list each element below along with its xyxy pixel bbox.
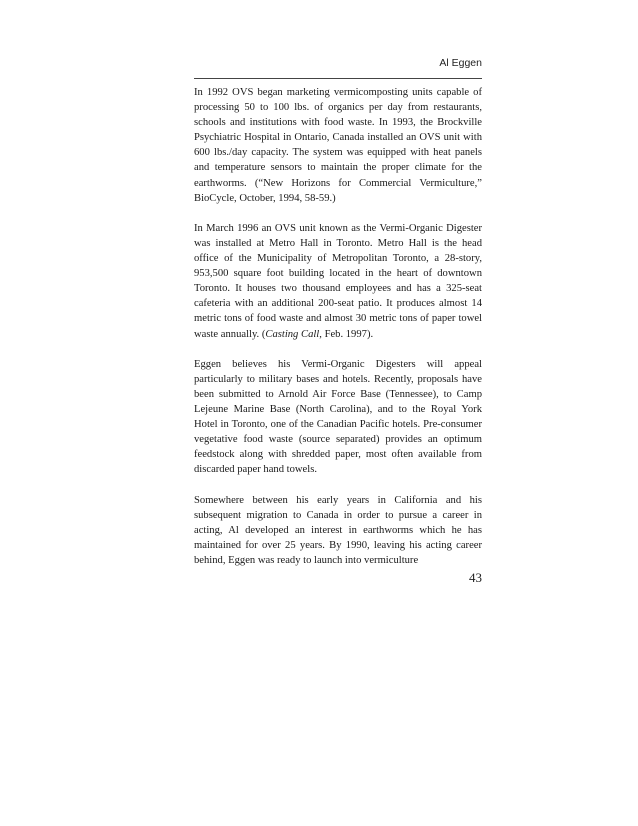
paragraph-metro-hall-text: In March 1996 an OVS unit known as the Vermi-Organic Digester was installed at Metro Hall in Toronto. Metro Hall is the head office of the Municipality of Metropolitan Toronto, a 28-story, 953,500 square foot building located in the heart of downtown Toronto. It houses two thousand employees and has a 325-seat cafeteria with an additional 200-seat patio. It produces almost 14 metric tons of food waste and almost 30 metric tons of paper towel waste annually. (: [194, 222, 482, 340]
page-number: 43: [469, 570, 482, 585]
document-page: [194, 0, 482, 826]
citation-casting-call: Casting Call: [265, 328, 320, 340]
paragraph-military-hotels: Eggen believes his Vermi-Organic Digesters will appeal particularly to military bases and hotels. Recently, proposals have been submitted to Arnold Air Force Base (Tennessee), to Camp Lejeune Marine Base (North Carolina), and to the Royal York Hotel in Toronto, one of the Canadian Pacific hotels. Pre-consumer vegetative food waste (source separated) provides an optimum feedstock along with shredded paper, most often available from discarded paper hand towels.: [194, 358, 482, 476]
paragraph-metro-hall: [194, 221, 482, 342]
paragraph-early-years: Somewhere between his early years in California and his subsequent migration to Canada in order to pursue a career in acting, Al developed an interest in earthworms which he has maintained for over 25 years. By 1990, leaving his acting career behind, Eggen was ready to launch into vermiculture: [194, 494, 482, 566]
paragraph-metro-hall-citation-end: , Feb. 1997).: [319, 328, 374, 340]
body-text: [194, 85, 482, 583]
header-divider: [194, 78, 482, 79]
paragraph-ovs-marketing: In 1992 OVS began marketing vermicomposting units capable of processing 50 to 100 lbs. of organics per day from restaurants, schools and institutions with food waste. In 1993, the Brockville Psychiatric Hospital in Ontario, Canada installed an OVS unit with 600 lbs./day capacity. The system was equipped with heat panels and temperature sensors to maintain the proper climate for the earthworms. (“New Horizons for Commercial Vermiculture,” BioCycle, October, 1994, 58-59.): [194, 87, 482, 204]
running-header: Al Eggen: [439, 57, 482, 69]
